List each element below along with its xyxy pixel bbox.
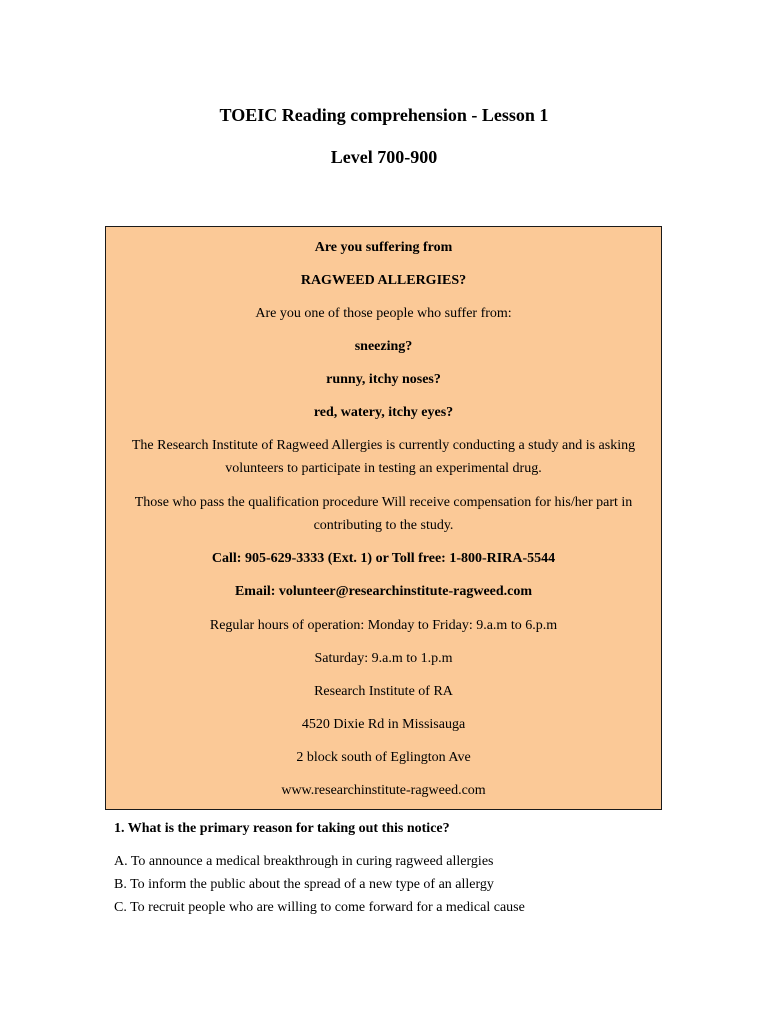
- level-subtitle: Level 700-900: [330, 147, 438, 167]
- answer-option-a: A. To announce a medical breakthrough in curing ragweed allergies: [114, 854, 494, 869]
- paragraph-study-line-2: volunteers to participate in testing an experimental drug.: [225, 461, 542, 476]
- paragraph-compensation-line-2: contributing to the study.: [313, 518, 454, 533]
- answer-option-c: C. To recruit people who are willing to come forward for a medical cause: [114, 900, 525, 915]
- website-link: www.researchinstitute-ragweed.com: [281, 783, 486, 798]
- organization-name: Research Institute of RA: [314, 684, 453, 699]
- notice-box: [105, 226, 662, 810]
- answer-option-b: B. To inform the public about the spread of a new type of an allergy: [114, 877, 494, 892]
- notice-heading-1: Are you suffering from: [314, 240, 453, 255]
- email-info: Email: volunteer@researchinstitute-ragweed.com: [234, 584, 533, 599]
- weekday-hours: Regular hours of operation: Monday to Friday: 9.a.m to 6.p.m: [209, 618, 558, 633]
- saturday-hours: Saturday: 9.a.m to 1.p.m: [314, 651, 453, 666]
- page-title: TOEIC Reading comprehension - Lesson 1: [219, 105, 549, 125]
- notice-intro: Are you one of those people who suffer from:: [255, 306, 512, 321]
- symptom-sneezing: sneezing?: [354, 339, 413, 354]
- symptom-eyes: red, watery, itchy eyes?: [313, 405, 454, 420]
- directions: 2 block south of Eglington Ave: [296, 750, 471, 765]
- question-text: 1. What is the primary reason for taking out this notice?: [114, 821, 450, 836]
- paragraph-compensation-line-1: Those who pass the qualification procedure Will receive compensation for his/her part in: [134, 495, 633, 510]
- notice-heading-2: RAGWEED ALLERGIES?: [300, 273, 467, 288]
- call-info: Call: 905-629-3333 (Ext. 1) or Toll free: 1-800-RIRA-5544: [211, 551, 556, 566]
- symptom-noses: runny, itchy noses?: [326, 372, 441, 387]
- paragraph-study-line-1: The Research Institute of Ragweed Allergies is currently conducting a study and is asking: [131, 438, 636, 453]
- street-address: 4520 Dixie Rd in Missisauga: [301, 717, 466, 732]
